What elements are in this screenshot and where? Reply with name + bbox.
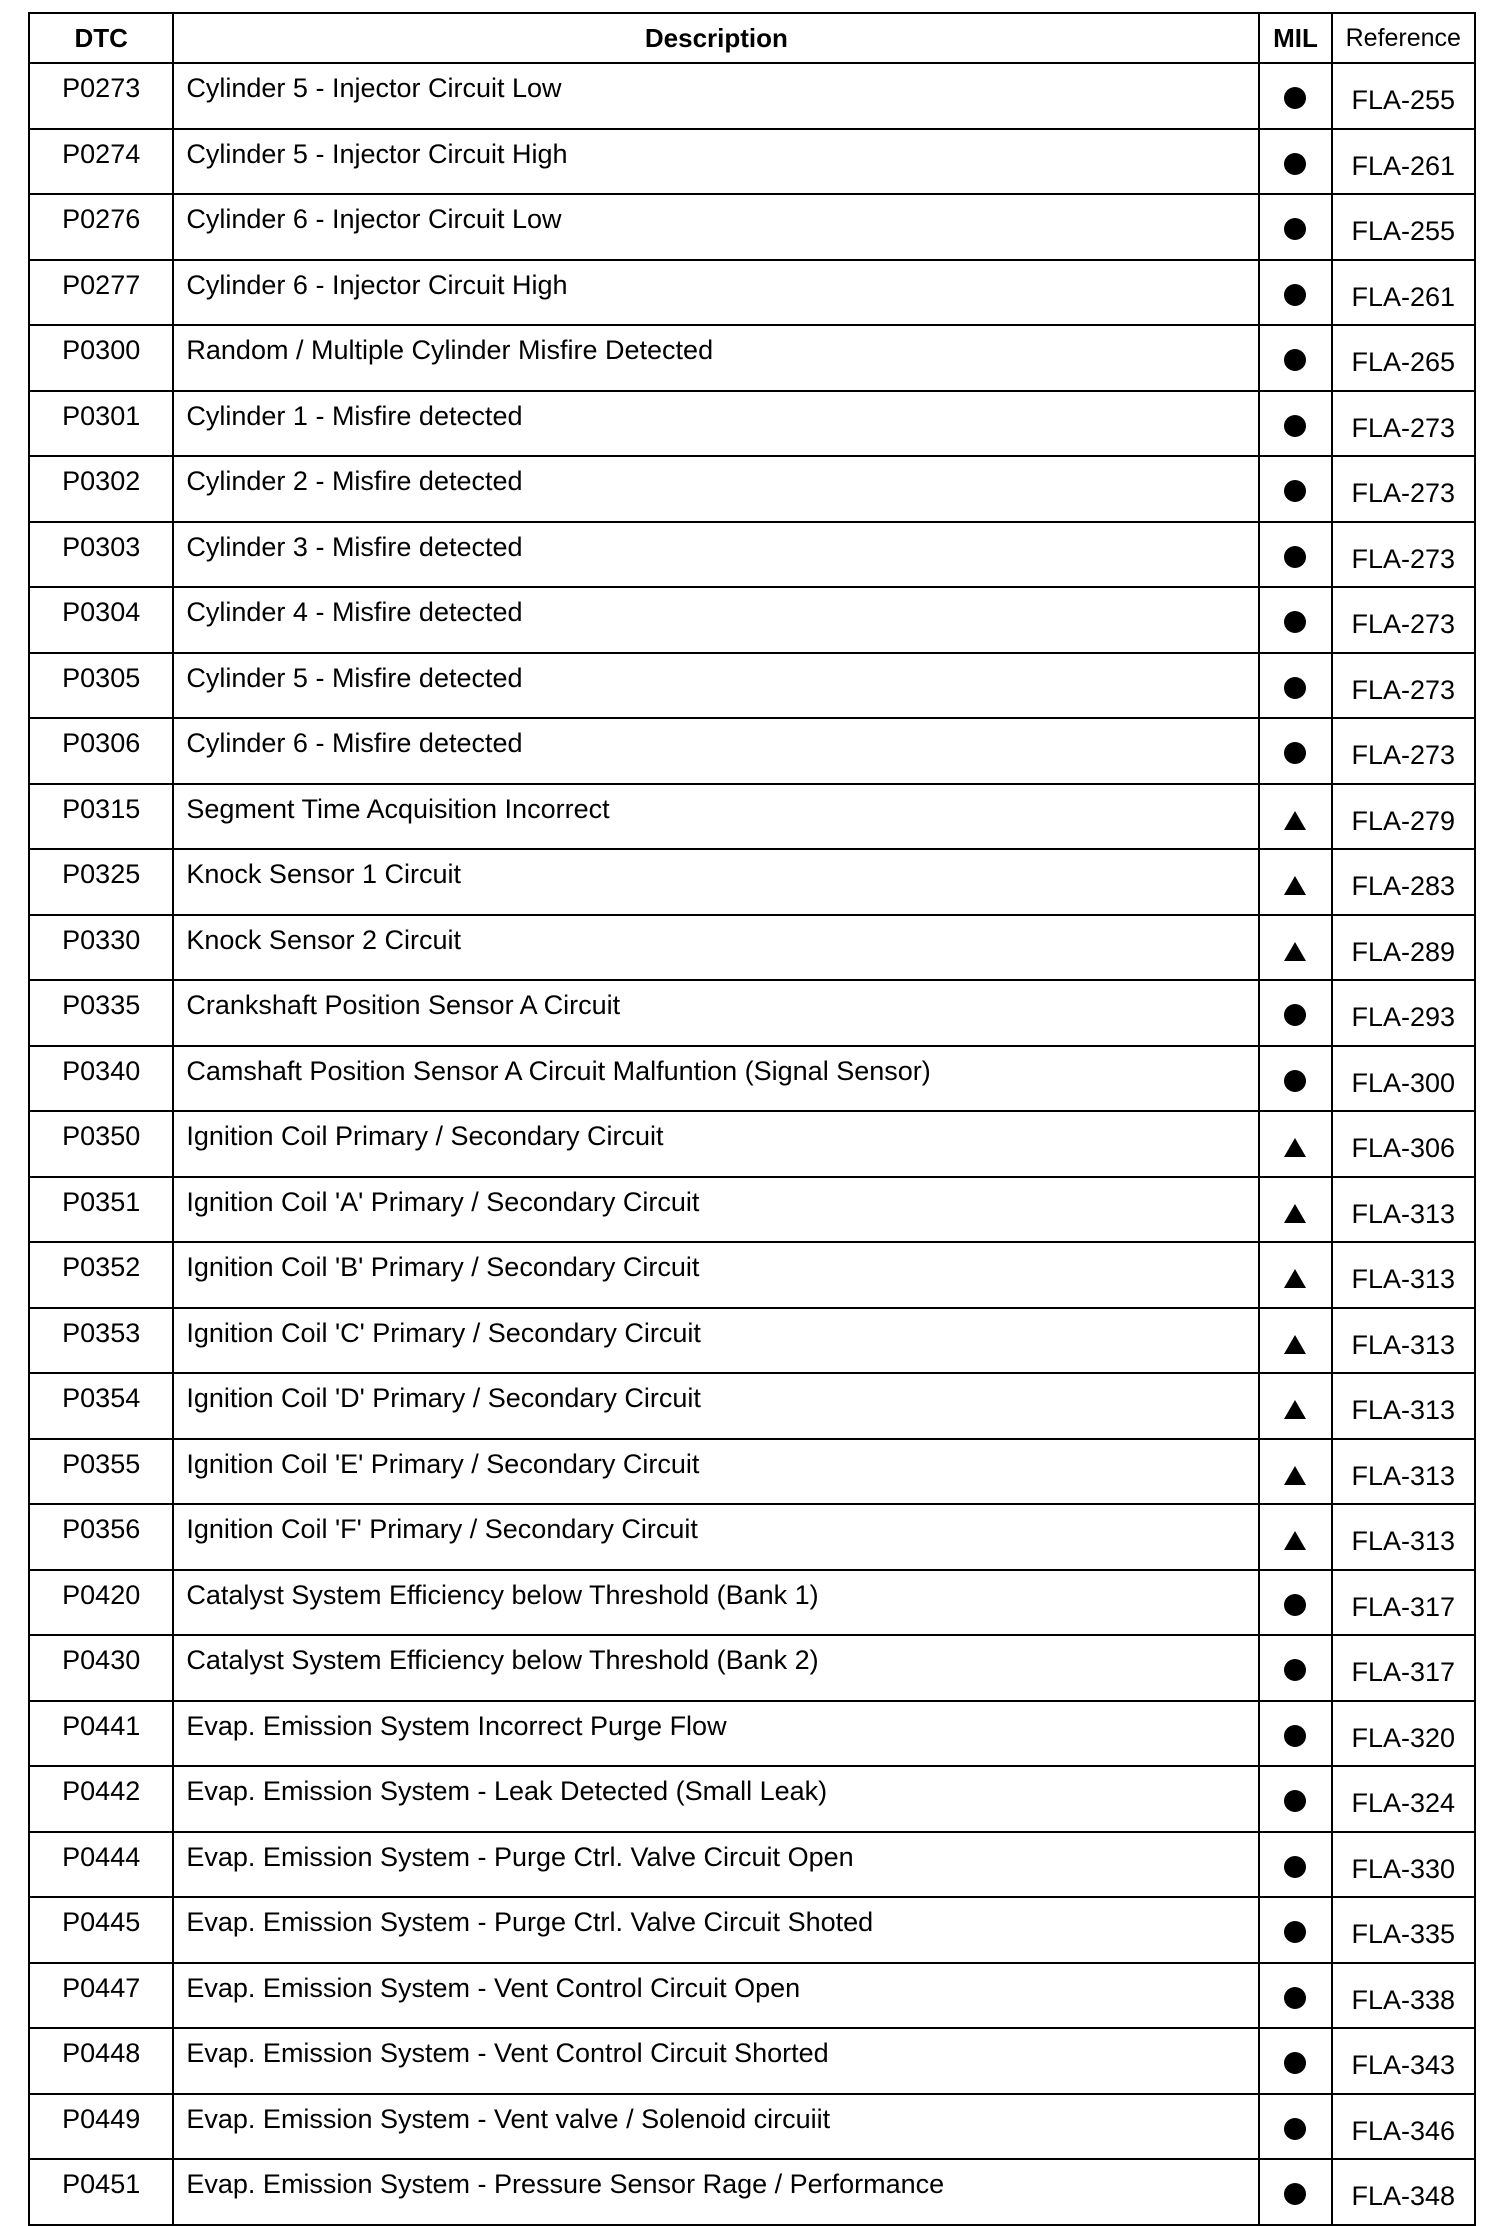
- dtc-description: Evap. Emission System - Vent Control Circuit Open: [173, 1963, 1259, 2029]
- reference-page: FLA-283: [1332, 849, 1475, 915]
- mil-indicator: [1259, 325, 1331, 391]
- table-row: [29, 456, 1475, 522]
- dtc-code: P0301: [29, 391, 173, 457]
- table-row: [29, 2094, 1475, 2160]
- header-dtc: DTC: [29, 13, 173, 63]
- dtc-description: Ignition Coil 'E' Primary / Secondary Circuit: [173, 1439, 1259, 1505]
- circle-icon: [1284, 87, 1306, 109]
- circle-icon: [1284, 218, 1306, 240]
- mil-indicator: [1259, 849, 1331, 915]
- table-row: [29, 1242, 1475, 1308]
- reference-page: FLA-313: [1332, 1242, 1475, 1308]
- mil-indicator: [1259, 456, 1331, 522]
- dtc-code: P0353: [29, 1308, 173, 1374]
- dtc-description: Ignition Coil 'D' Primary / Secondary Circuit: [173, 1373, 1259, 1439]
- table-row: [29, 1439, 1475, 1505]
- dtc-description: Evap. Emission System - Vent Control Circuit Shorted: [173, 2028, 1259, 2094]
- reference-page: FLA-313: [1332, 1504, 1475, 1570]
- dtc-code: P0274: [29, 129, 173, 195]
- mil-indicator: [1259, 1177, 1331, 1243]
- mil-indicator: [1259, 1046, 1331, 1112]
- mil-indicator: [1259, 1897, 1331, 1963]
- circle-icon: [1284, 742, 1306, 764]
- circle-icon: [1284, 1070, 1306, 1092]
- reference-page: FLA-255: [1332, 63, 1475, 129]
- dtc-code: P0350: [29, 1111, 173, 1177]
- dtc-description: Cylinder 5 - Misfire detected: [173, 653, 1259, 719]
- circle-icon: [1284, 480, 1306, 502]
- dtc-code: P0302: [29, 456, 173, 522]
- dtc-description: Evap. Emission System - Pressure Sensor Rage / Performance: [173, 2159, 1259, 2225]
- dtc-description: Cylinder 6 - Misfire detected: [173, 718, 1259, 784]
- table-row: [29, 718, 1475, 784]
- circle-icon: [1284, 2183, 1306, 2205]
- table-row: [29, 980, 1475, 1046]
- table-row: [29, 1570, 1475, 1636]
- mil-indicator: [1259, 718, 1331, 784]
- dtc-table: [28, 12, 1476, 2226]
- mil-indicator: [1259, 1570, 1331, 1636]
- reference-page: FLA-324: [1332, 1766, 1475, 1832]
- dtc-description: Cylinder 5 - Injector Circuit Low: [173, 63, 1259, 129]
- circle-icon: [1284, 1659, 1306, 1681]
- mil-indicator: [1259, 1635, 1331, 1701]
- mil-indicator: [1259, 915, 1331, 981]
- mil-indicator: [1259, 1832, 1331, 1898]
- table-row: [29, 1111, 1475, 1177]
- table-row: [29, 63, 1475, 129]
- circle-icon: [1284, 349, 1306, 371]
- dtc-description: Evap. Emission System - Vent valve / Solenoid circuiit: [173, 2094, 1259, 2160]
- triangle-icon: [1284, 1138, 1306, 1157]
- triangle-icon: [1284, 876, 1306, 895]
- reference-page: FLA-335: [1332, 1897, 1475, 1963]
- table-row: [29, 1308, 1475, 1374]
- dtc-code: P0451: [29, 2159, 173, 2225]
- reference-page: FLA-273: [1332, 391, 1475, 457]
- dtc-description: Knock Sensor 1 Circuit: [173, 849, 1259, 915]
- header-description: Description: [173, 13, 1259, 63]
- circle-icon: [1284, 1725, 1306, 1747]
- dtc-description: Ignition Coil Primary / Secondary Circuit: [173, 1111, 1259, 1177]
- dtc-code: P0355: [29, 1439, 173, 1505]
- table-row: [29, 129, 1475, 195]
- reference-page: FLA-279: [1332, 784, 1475, 850]
- mil-indicator: [1259, 129, 1331, 195]
- mil-indicator: [1259, 1111, 1331, 1177]
- circle-icon: [1284, 153, 1306, 175]
- reference-page: FLA-261: [1332, 129, 1475, 195]
- table-row: [29, 391, 1475, 457]
- table-row: [29, 1504, 1475, 1570]
- table-row: [29, 194, 1475, 260]
- dtc-description: Cylinder 6 - Injector Circuit Low: [173, 194, 1259, 260]
- reference-page: FLA-273: [1332, 587, 1475, 653]
- mil-indicator: [1259, 391, 1331, 457]
- dtc-code: P0430: [29, 1635, 173, 1701]
- dtc-code: P0356: [29, 1504, 173, 1570]
- mil-indicator: [1259, 587, 1331, 653]
- table-row: [29, 1766, 1475, 1832]
- table-row: [29, 1832, 1475, 1898]
- reference-page: FLA-273: [1332, 718, 1475, 784]
- circle-icon: [1284, 2052, 1306, 2074]
- table-row: [29, 849, 1475, 915]
- dtc-code: P0420: [29, 1570, 173, 1636]
- triangle-icon: [1284, 1466, 1306, 1485]
- dtc-description: Ignition Coil 'B' Primary / Secondary Circuit: [173, 1242, 1259, 1308]
- mil-indicator: [1259, 1439, 1331, 1505]
- dtc-code: P0441: [29, 1701, 173, 1767]
- table-row: [29, 2159, 1475, 2225]
- dtc-code: P0330: [29, 915, 173, 981]
- table-row: [29, 1046, 1475, 1112]
- dtc-code: P0351: [29, 1177, 173, 1243]
- mil-indicator: [1259, 1373, 1331, 1439]
- dtc-code: P0277: [29, 260, 173, 326]
- reference-page: FLA-300: [1332, 1046, 1475, 1112]
- reference-page: FLA-317: [1332, 1570, 1475, 1636]
- dtc-description: Cylinder 2 - Misfire detected: [173, 456, 1259, 522]
- header-reference: Reference: [1332, 13, 1475, 63]
- reference-page: FLA-293: [1332, 980, 1475, 1046]
- dtc-description: Evap. Emission System - Purge Ctrl. Valve Circuit Open: [173, 1832, 1259, 1898]
- dtc-description: Evap. Emission System - Purge Ctrl. Valve Circuit Shoted: [173, 1897, 1259, 1963]
- reference-page: FLA-255: [1332, 194, 1475, 260]
- triangle-icon: [1284, 1531, 1306, 1550]
- dtc-description: Random / Multiple Cylinder Misfire Detected: [173, 325, 1259, 391]
- dtc-code: P0354: [29, 1373, 173, 1439]
- reference-page: FLA-273: [1332, 456, 1475, 522]
- mil-indicator: [1259, 784, 1331, 850]
- dtc-code: P0335: [29, 980, 173, 1046]
- triangle-icon: [1284, 1400, 1306, 1419]
- table-row: [29, 1701, 1475, 1767]
- reference-page: FLA-320: [1332, 1701, 1475, 1767]
- mil-indicator: [1259, 1308, 1331, 1374]
- circle-icon: [1284, 1790, 1306, 1812]
- mil-indicator: [1259, 2094, 1331, 2160]
- mil-indicator: [1259, 2159, 1331, 2225]
- table-body: [29, 63, 1475, 2225]
- table-row: [29, 587, 1475, 653]
- table-row: [29, 2028, 1475, 2094]
- triangle-icon: [1284, 811, 1306, 830]
- mil-indicator: [1259, 63, 1331, 129]
- reference-page: FLA-265: [1332, 325, 1475, 391]
- dtc-code: P0352: [29, 1242, 173, 1308]
- dtc-description: Catalyst System Efficiency below Threshold (Bank 2): [173, 1635, 1259, 1701]
- dtc-code: P0445: [29, 1897, 173, 1963]
- dtc-description: Segment Time Acquisition Incorrect: [173, 784, 1259, 850]
- circle-icon: [1284, 611, 1306, 633]
- dtc-description: Cylinder 3 - Misfire detected: [173, 522, 1259, 588]
- circle-icon: [1284, 1921, 1306, 1943]
- circle-icon: [1284, 546, 1306, 568]
- triangle-icon: [1284, 1335, 1306, 1354]
- dtc-code: P0303: [29, 522, 173, 588]
- table-row: [29, 653, 1475, 719]
- reference-page: FLA-313: [1332, 1439, 1475, 1505]
- mil-indicator: [1259, 1963, 1331, 2029]
- dtc-description: Evap. Emission System Incorrect Purge Flow: [173, 1701, 1259, 1767]
- dtc-code: P0447: [29, 1963, 173, 2029]
- table-row: [29, 784, 1475, 850]
- circle-icon: [1284, 2118, 1306, 2140]
- header-row: [29, 13, 1475, 63]
- reference-page: FLA-346: [1332, 2094, 1475, 2160]
- dtc-description: Crankshaft Position Sensor A Circuit: [173, 980, 1259, 1046]
- dtc-description: Cylinder 1 - Misfire detected: [173, 391, 1259, 457]
- mil-indicator: [1259, 980, 1331, 1046]
- mil-indicator: [1259, 522, 1331, 588]
- dtc-code: P0325: [29, 849, 173, 915]
- dtc-description: Ignition Coil 'A' Primary / Secondary Circuit: [173, 1177, 1259, 1243]
- reference-page: FLA-261: [1332, 260, 1475, 326]
- table-row: [29, 1897, 1475, 1963]
- dtc-code: P0448: [29, 2028, 173, 2094]
- table-row: [29, 522, 1475, 588]
- dtc-description: Ignition Coil 'C' Primary / Secondary Circuit: [173, 1308, 1259, 1374]
- circle-icon: [1284, 284, 1306, 306]
- reference-page: FLA-313: [1332, 1373, 1475, 1439]
- dtc-description: Cylinder 5 - Injector Circuit High: [173, 129, 1259, 195]
- dtc-code: P0273: [29, 63, 173, 129]
- mil-indicator: [1259, 260, 1331, 326]
- dtc-code: P0305: [29, 653, 173, 719]
- dtc-description: Cylinder 4 - Misfire detected: [173, 587, 1259, 653]
- mil-indicator: [1259, 2028, 1331, 2094]
- dtc-description: Ignition Coil 'F' Primary / Secondary Circuit: [173, 1504, 1259, 1570]
- mil-indicator: [1259, 1766, 1331, 1832]
- mil-indicator: [1259, 194, 1331, 260]
- dtc-description: Knock Sensor 2 Circuit: [173, 915, 1259, 981]
- table-row: [29, 325, 1475, 391]
- reference-page: FLA-313: [1332, 1177, 1475, 1243]
- dtc-code: P0300: [29, 325, 173, 391]
- reference-page: FLA-343: [1332, 2028, 1475, 2094]
- table-row: [29, 1177, 1475, 1243]
- table-row: [29, 1373, 1475, 1439]
- reference-page: FLA-330: [1332, 1832, 1475, 1898]
- dtc-code: P0340: [29, 1046, 173, 1112]
- reference-page: FLA-273: [1332, 522, 1475, 588]
- reference-page: FLA-317: [1332, 1635, 1475, 1701]
- reference-page: FLA-348: [1332, 2159, 1475, 2225]
- dtc-code: P0444: [29, 1832, 173, 1898]
- triangle-icon: [1284, 1204, 1306, 1223]
- circle-icon: [1284, 1594, 1306, 1616]
- circle-icon: [1284, 415, 1306, 437]
- table-row: [29, 260, 1475, 326]
- triangle-icon: [1284, 1269, 1306, 1288]
- reference-page: FLA-306: [1332, 1111, 1475, 1177]
- table-row: [29, 915, 1475, 981]
- header-mil: MIL: [1259, 13, 1331, 63]
- mil-indicator: [1259, 653, 1331, 719]
- mil-indicator: [1259, 1242, 1331, 1308]
- dtc-description: Evap. Emission System - Leak Detected (Small Leak): [173, 1766, 1259, 1832]
- reference-page: FLA-289: [1332, 915, 1475, 981]
- dtc-description: Catalyst System Efficiency below Threshold (Bank 1): [173, 1570, 1259, 1636]
- table-row: [29, 1963, 1475, 2029]
- dtc-code: P0315: [29, 784, 173, 850]
- reference-page: FLA-338: [1332, 1963, 1475, 2029]
- dtc-code: P0449: [29, 2094, 173, 2160]
- dtc-code: P0442: [29, 1766, 173, 1832]
- dtc-description: Cylinder 6 - Injector Circuit High: [173, 260, 1259, 326]
- dtc-code: P0306: [29, 718, 173, 784]
- table-row: [29, 1635, 1475, 1701]
- mil-indicator: [1259, 1701, 1331, 1767]
- circle-icon: [1284, 1004, 1306, 1026]
- mil-indicator: [1259, 1504, 1331, 1570]
- circle-icon: [1284, 677, 1306, 699]
- triangle-icon: [1284, 942, 1306, 961]
- dtc-description: Camshaft Position Sensor A Circuit Malfuntion (Signal Sensor): [173, 1046, 1259, 1112]
- circle-icon: [1284, 1987, 1306, 2009]
- reference-page: FLA-273: [1332, 653, 1475, 719]
- dtc-code: P0276: [29, 194, 173, 260]
- reference-page: FLA-313: [1332, 1308, 1475, 1374]
- circle-icon: [1284, 1856, 1306, 1878]
- dtc-code: P0304: [29, 587, 173, 653]
